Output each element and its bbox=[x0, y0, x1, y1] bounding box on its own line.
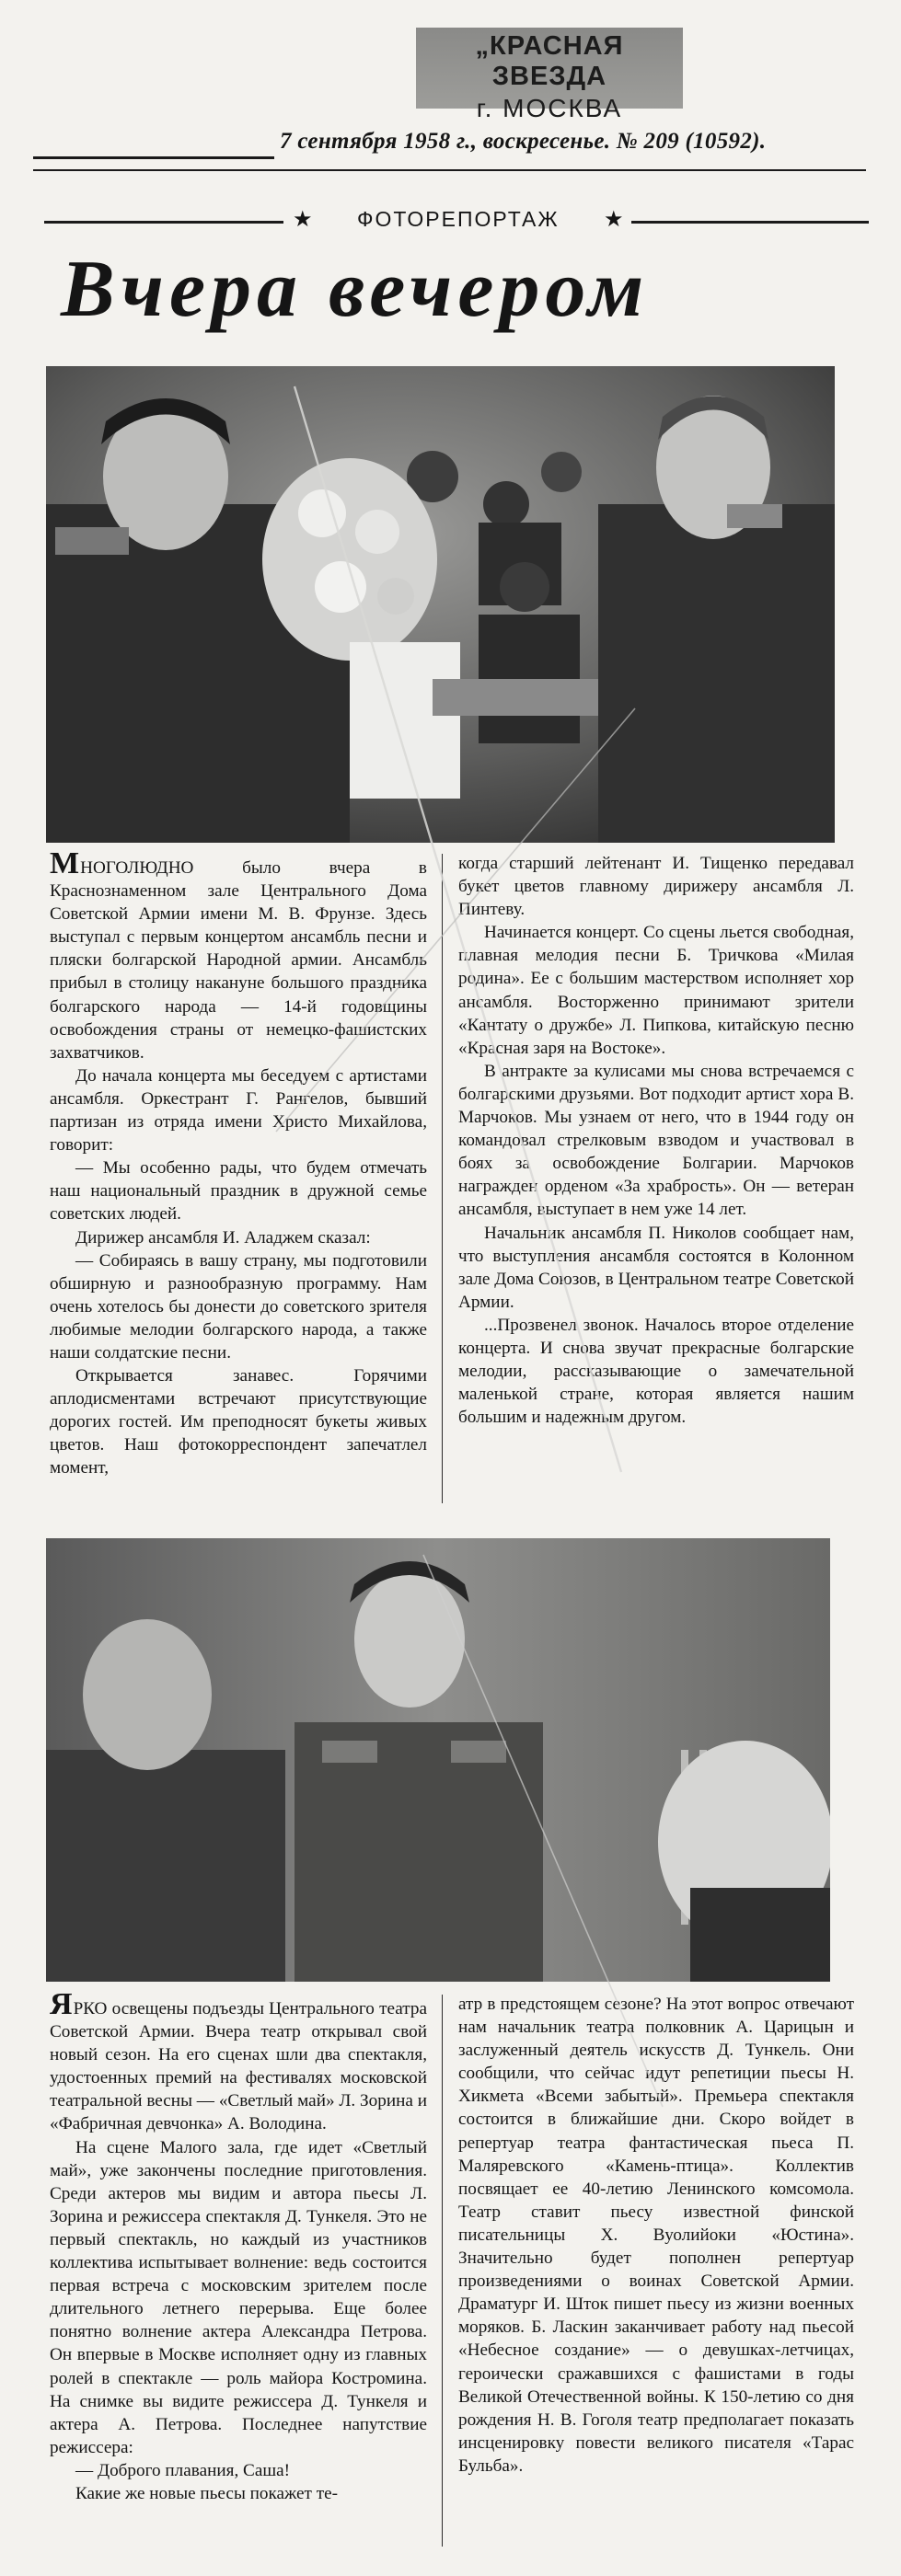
article1-column-1 bbox=[50, 846, 427, 1480]
article1-paragraph: — Собираясь в вашу страну, мы подготовили обширную и разнообразную программу. Нам очень хотелось бы донести до советского зрителя любимые мелодии болгарского народа, а также наши солдатские песни. bbox=[50, 1250, 427, 1363]
photo-theatre-image bbox=[46, 1538, 830, 1982]
article1-paragraph: В антракте за кулисами мы снова встречаемся с болгарскими друзьями. Вот подходит артист хора В. Марчоков. Мы узнаем от него, что в 1944 году он командовал стрелковым взводом и участвовал в боях за освобождение Болгарии. Марчоков награжден орденом «За храбрость». Он — ветеран ансамбля, выступает в нем уже 14 лет. bbox=[458, 1061, 854, 1220]
dateline: 7 сентября 1958 г., воскресенье. № 209 (10592). bbox=[280, 129, 767, 154]
article2-paragraph: атр в предстоящем сезоне? На этот вопрос отвечают нам начальник театра полковник А. Царицын и заслуженный деятель искусств Д. Тункель. Они сообщили, что сейчас идут репетиции пьесы Н. Хикмета «Всеми забытый». Премьера спектакля состоится в ближайшие дни. Скоро войдет в репертуар театра фантастическая пьеса П. Маляревского «Камень-птица». Коллектив посвящает ее 40-летию Ленинского комсомола. Театр ставит пьесу известной финской писательницы Х. Вуолийоки «Юстина». Значительно будет пополнен репертуар произведениями о воинах Советской Армии. Драматург И. Шток пишет пьесу из жизни военных моряков. Б. Ласкин заканчивает работу над пьесой «Небесное создание» — о девушках-летчицах, героически сражавшихся с фашистами в годы Великой Отечественной войны. К 150-летию со дня рождения Н. В. Гоголя театр предполагает показать инсценировку повести великого писателя «Тарас Бульба». bbox=[458, 1995, 854, 2476]
dropcap: М bbox=[50, 846, 81, 880]
article2-paragraph: На сцене Малого зала, где идет «Светлый май», уже закончены последние приготовления. Среди актеров мы видим и автора пьесы Л. Зорина и режиссера спектакля Д. Тункеля. Это не первый спектакль, но каждый из участников коллектива испытывает волнение: ведь состоится первая встреча с московским зрителем после длительного летнего перерыва. Еще более понятно волнение актера Александра Петрова. Он впервые в Москве исполняет одну из главных ролей в спектакле — роль майора Костромина. На снимке вы видите режиссера Д. Тункеля и актера А. Петрова. Последнее напутствие режиссера: bbox=[50, 2137, 427, 2457]
newspaper-stamp bbox=[416, 28, 683, 122]
article1-paragraph: Дирижер ансамбля И. Аладжем сказал: bbox=[75, 1227, 371, 1248]
star-icon: ★ bbox=[604, 208, 624, 232]
newspaper-city: г. МОСКВА bbox=[476, 94, 623, 122]
article2-paragraph bbox=[50, 1987, 427, 2136]
article1-paragraph: — Мы особенно рады, что будем отмечать наш национальный праздник в дружной семье советских людей. bbox=[50, 1158, 427, 1225]
article1-paragraph bbox=[50, 846, 427, 1064]
column-divider bbox=[442, 854, 443, 1503]
paragraph-text: РКО освещены подъезды Центрального театра Советской Армии. Вчера театр открывал свой новый сезон. На его сценах шли два спектакля, удостоенных премий на фестивалях московской театральной весны — «Светлый май» Л. Зорина и «Фабричная девчонка» А. Володина. bbox=[50, 1999, 427, 2134]
newspaper-name: „КРАСНАЯ ЗВЕЗДА bbox=[475, 31, 624, 91]
article2-column-2 bbox=[458, 1993, 854, 2478]
dropcap: Я bbox=[50, 1987, 74, 2021]
photo-theatre-backstage bbox=[46, 1538, 830, 1982]
star-icon: ★ bbox=[293, 208, 313, 232]
rubric-row bbox=[44, 207, 872, 234]
article1-paragraph: ...Прозвенел звонок. Началось второе отделение концерта. И снова звучат прекрасные болгарские мелодии, рассказывающие о замечательной маленькой стране, которая является нашим большим и надежным другом. bbox=[458, 1315, 854, 1428]
rubric-label: ФОТОРЕПОРТАЖ bbox=[357, 207, 560, 231]
article2-column-1 bbox=[50, 1987, 427, 2505]
article1-paragraph: Открывается занавес. Горячими аплодисментами встречают присутствующие дорогих гостей. Им преподносят букеты живых цветов. Наш фотокорреспондент запечатлел момент, bbox=[50, 1366, 427, 1478]
paragraph-text: НОГОЛЮДНО было вчера в Краснознаменном зале Центрального Дома Советской Армии имени М. В. Фрунзе. Здесь выступал с первым концертом ансамбль песни и пляски болгарской Народной армии. Ансамбль прибыл в столицу накануне большого праздника болгарского народа — 14-й годовщины освобождения страны от немецко-фашистских захватчиков. bbox=[50, 858, 427, 1063]
header-rule bbox=[33, 169, 866, 171]
headline: Вчера вечером bbox=[61, 245, 650, 334]
article2-paragraph: Какие же новые пьесы покажет те- bbox=[75, 2483, 339, 2503]
rubric-rule-right bbox=[631, 221, 869, 224]
article1-paragraph: Начальник ансамбля П. Николов сообщает нам, что выступления ансамбля состоятся в Колонном зале Дома Союзов, в Центральном театре Советской Армии. bbox=[458, 1223, 854, 1312]
rubric-rule-left bbox=[44, 221, 283, 224]
article1-column-2 bbox=[458, 852, 854, 1429]
article1-paragraph: До начала концерта мы беседуем с артистами ансамбля. Оркестрант Г. Рангелов, бывший партизан из отряда имени Христо Михайлова, говорит: bbox=[50, 1065, 427, 1156]
article1-paragraph: Начинается концерт. Со сцены льется свободная, плавная мелодия песни Б. Тричкова «Милая родина». Ее с большим мастерством исполняет хор ансамбля. Восторженно принимают зрители «Кантату о дружбе» Л. Пипкова, китайскую песню «Красная заря на Востоке». bbox=[458, 923, 854, 1058]
column-divider bbox=[442, 1995, 443, 2547]
article1-paragraph: когда старший лейтенант И. Тищенко передавал букет цветов главному дирижеру ансамбля Л. Пинтеву. bbox=[458, 854, 854, 920]
photo-bouquet-image bbox=[46, 366, 835, 843]
photo-bouquet-presentation bbox=[46, 366, 835, 843]
article2-paragraph: — Доброго плавания, Саша! bbox=[75, 2460, 291, 2480]
dateline-rule bbox=[33, 156, 274, 159]
